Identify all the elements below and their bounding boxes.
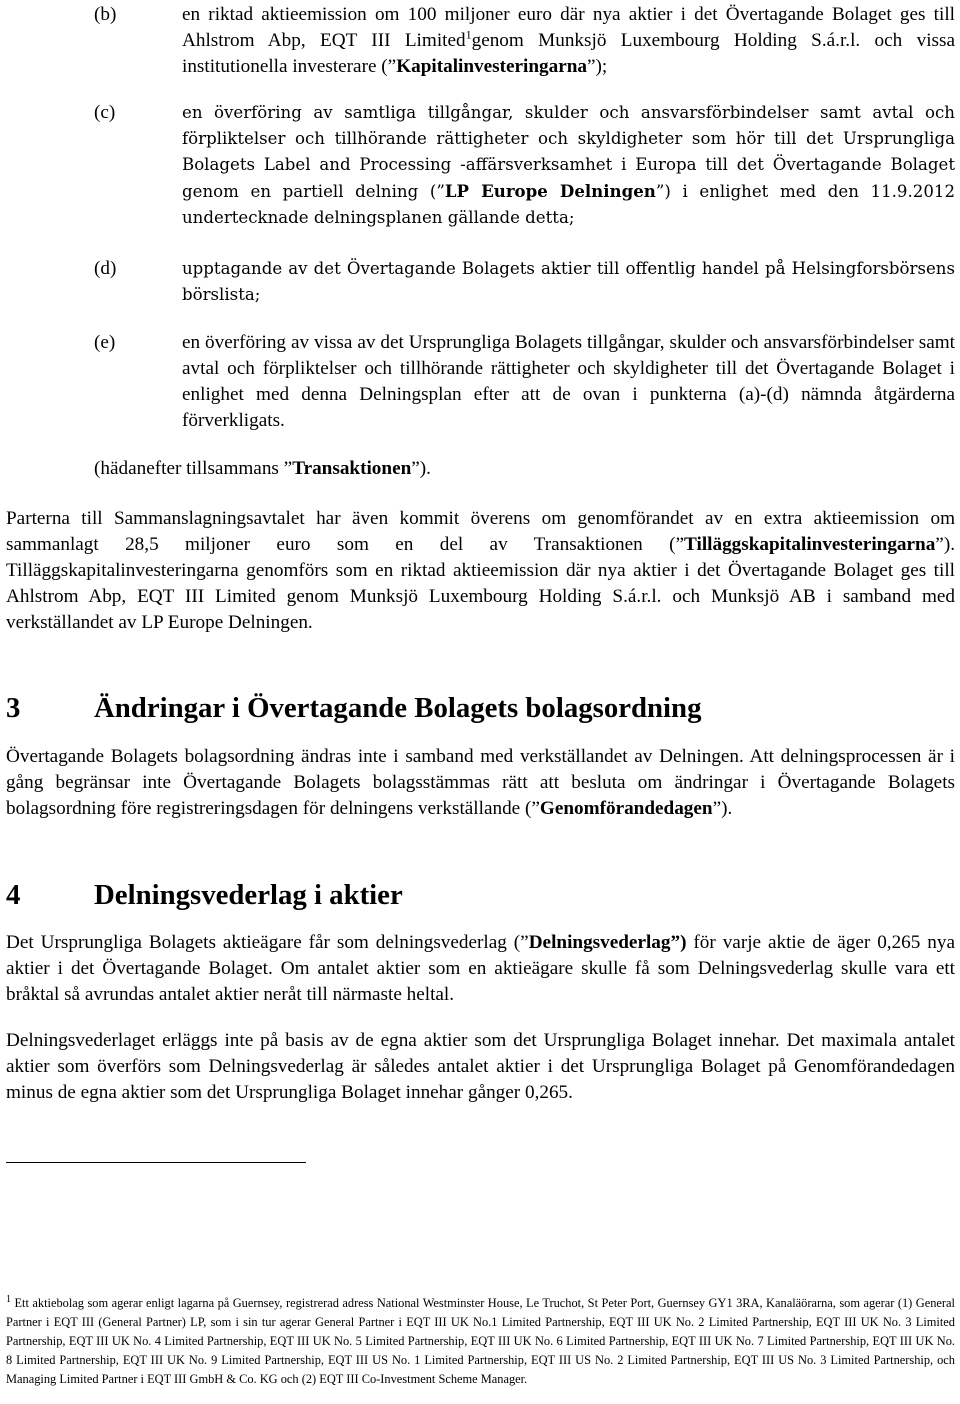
text-segment: för varje aktie de äger 0,265 nya aktier i det Övertagande Bolaget. Om antalet aktier som en aktieägare skulle få som Delningsvederlag skulle vara ett bråktal så avrundas antalet aktier neråt till närmaste heltal. [6, 932, 955, 1005]
section-title: Delningsvederlag i aktier [94, 879, 403, 911]
list-text [182, 2, 955, 80]
text-segment: Det Ursprungliga Bolagets aktieägare får som delningsvederlag (” [6, 932, 529, 953]
list-text: en överföring av vissa av det Ursprungliga Bolagets tillgångar, skulder och ansvarsförbindelser samt avtal och förpliktelser och tillhörande rättigheter och skyldigheter till det Övertagande Bolaget i enlighet med denna Delningsplan efter att de ovan i punkterna (a)-(d) nämnda åtgärderna förverkligats. [182, 332, 955, 431]
text-segment: ”). Tilläggskapitalinvesteringarna genomförs som en riktad aktieemission där nya aktier i det Övertagande Bolaget ges till Ahlstrom Abp, EQT III Limited genom Munksjö Luxembourg Holding S.á.r.l. och Munksjö AB i samband med verkställandet av LP Europe Delningen. [6, 534, 955, 633]
list-text [182, 100, 955, 231]
section-4-heading [6, 879, 955, 911]
section-3-paragraph [6, 744, 955, 822]
footnote-separator [6, 1162, 306, 1163]
text-segment: ”). [712, 798, 733, 819]
defined-term: Delningsvederlag”) [528, 932, 687, 953]
list-label: (b) [94, 4, 117, 25]
defined-term: Genomförandedagen [539, 798, 713, 819]
summary-line [94, 456, 894, 482]
defined-term: LP Europe Delningen [444, 181, 656, 201]
section-number: 4 [6, 879, 21, 911]
section-3-heading [6, 692, 955, 724]
section-4-paragraph-1 [6, 930, 955, 1008]
text-segment: ”) i enlighet med den 11.9.2012 undertecknade delningsplanen gällande detta; [182, 182, 955, 227]
defined-term: Tilläggskapitalinvesteringarna [684, 534, 936, 555]
section-4-paragraph-2: Delningsvederlaget erläggs inte på basis av de egna aktier som det Ursprungliga Bolaget innehar. Det maximala antalet aktier som överförs som Delningsvederlag är således antalet aktier i det Ursprungliga Bolaget på Genomförandedagen minus de egna aktier som det Ursprungliga Bolaget innehar gånger 0,265. [6, 1030, 955, 1103]
footnote-text: Ett aktiebolag som agerar enligt lagarna på Guernsey, registrerad adress National Westminster House, Le Truchot, St Peter Port, Guernsey GY1 3RA, Kanaläörarna, som agerar (1) General Partner i EQT III (General Partner) LP, som i sin tur agerar General Partner i EQT III UK No.1 Limited Partnership, EQT III UK No. 2 Limited Partnership, EQT III UK No. 3 Limited Partnership, EQT III UK No. 4 Limited Partnership, EQT III UK No. 5 Limited Partnership, EQT III UK No. 6 Limited Partnership, EQT III UK No. 7 Limited Partnership, EQT III UK No. 8 Limited Partnership, EQT III UK No. 9 Limited Partnership, EQT III US No. 1 Limited Partnership, EQT III US No. 2 Limited Partnership, EQT III US No. 3 Limited Partnership, och Managing Limited Partner i EQT III GmbH & Co. KG och (2) EQT III Co-Investment Scheme Manager. [6, 1296, 955, 1386]
footnote-marker: 1 [6, 1293, 11, 1305]
text-segment: genom Munksjö Luxembourg Holding S.á.r.l. och vissa institutionella investerare (” [182, 30, 955, 77]
text-segment: ”). [411, 458, 431, 479]
footnote [6, 1294, 955, 1389]
defined-term: Kapitalinvesteringarna [396, 56, 587, 77]
list-label: (c) [94, 102, 116, 123]
text-segment: (hädanefter tillsammans ” [94, 458, 293, 479]
list-label: (e) [94, 332, 116, 353]
text-segment: en riktad aktieemission om 100 miljoner euro där nya aktier i det Övertagande Bolaget ges till Ahlstrom Abp, EQT III Limited [182, 4, 955, 51]
paragraph-extra-issue [6, 506, 955, 636]
text-segment: ”); [587, 56, 608, 77]
footnote-reference: 1 [465, 27, 472, 42]
section-title: Ändringar i Övertagande Bolagets bolagsordning [94, 692, 702, 724]
text-segment: en överföring av samtliga tillgångar, skulder och ansvarsförbindelser samt avtal och förpliktelser och tillhörande rättigheter och skyldigheter som hör till det Ursprungliga Bolagets Label and Processing -affärsverksamhet i Europa till det Övertagande Bolaget genom en partiell delning (” [182, 103, 955, 201]
list-label: (d) [94, 258, 117, 279]
defined-term: Transaktionen [292, 458, 412, 479]
text-segment: Parterna till Sammanslagningsavtalet har även kommit överens om genomförandet av en extra aktieemission om sammanlagt 28,5 miljoner euro som en del av Transaktionen (” [6, 508, 955, 555]
list-text: upptagande av det Övertagande Bolagets aktier till offentlig handel på Helsingforsbörsens börslista; [182, 259, 955, 304]
section-number: 3 [6, 692, 21, 724]
text-segment: Övertagande Bolagets bolagsordning ändras inte i samband med verkställandet av Delningen. Att delningsprocessen är i gång begränsar inte Övertagande Bolagets bolagsstämmas rätt att besluta om ändringar i Övertagande Bolagets bolagsordning före registreringsdagen för delningens verkställande (” [6, 746, 955, 819]
